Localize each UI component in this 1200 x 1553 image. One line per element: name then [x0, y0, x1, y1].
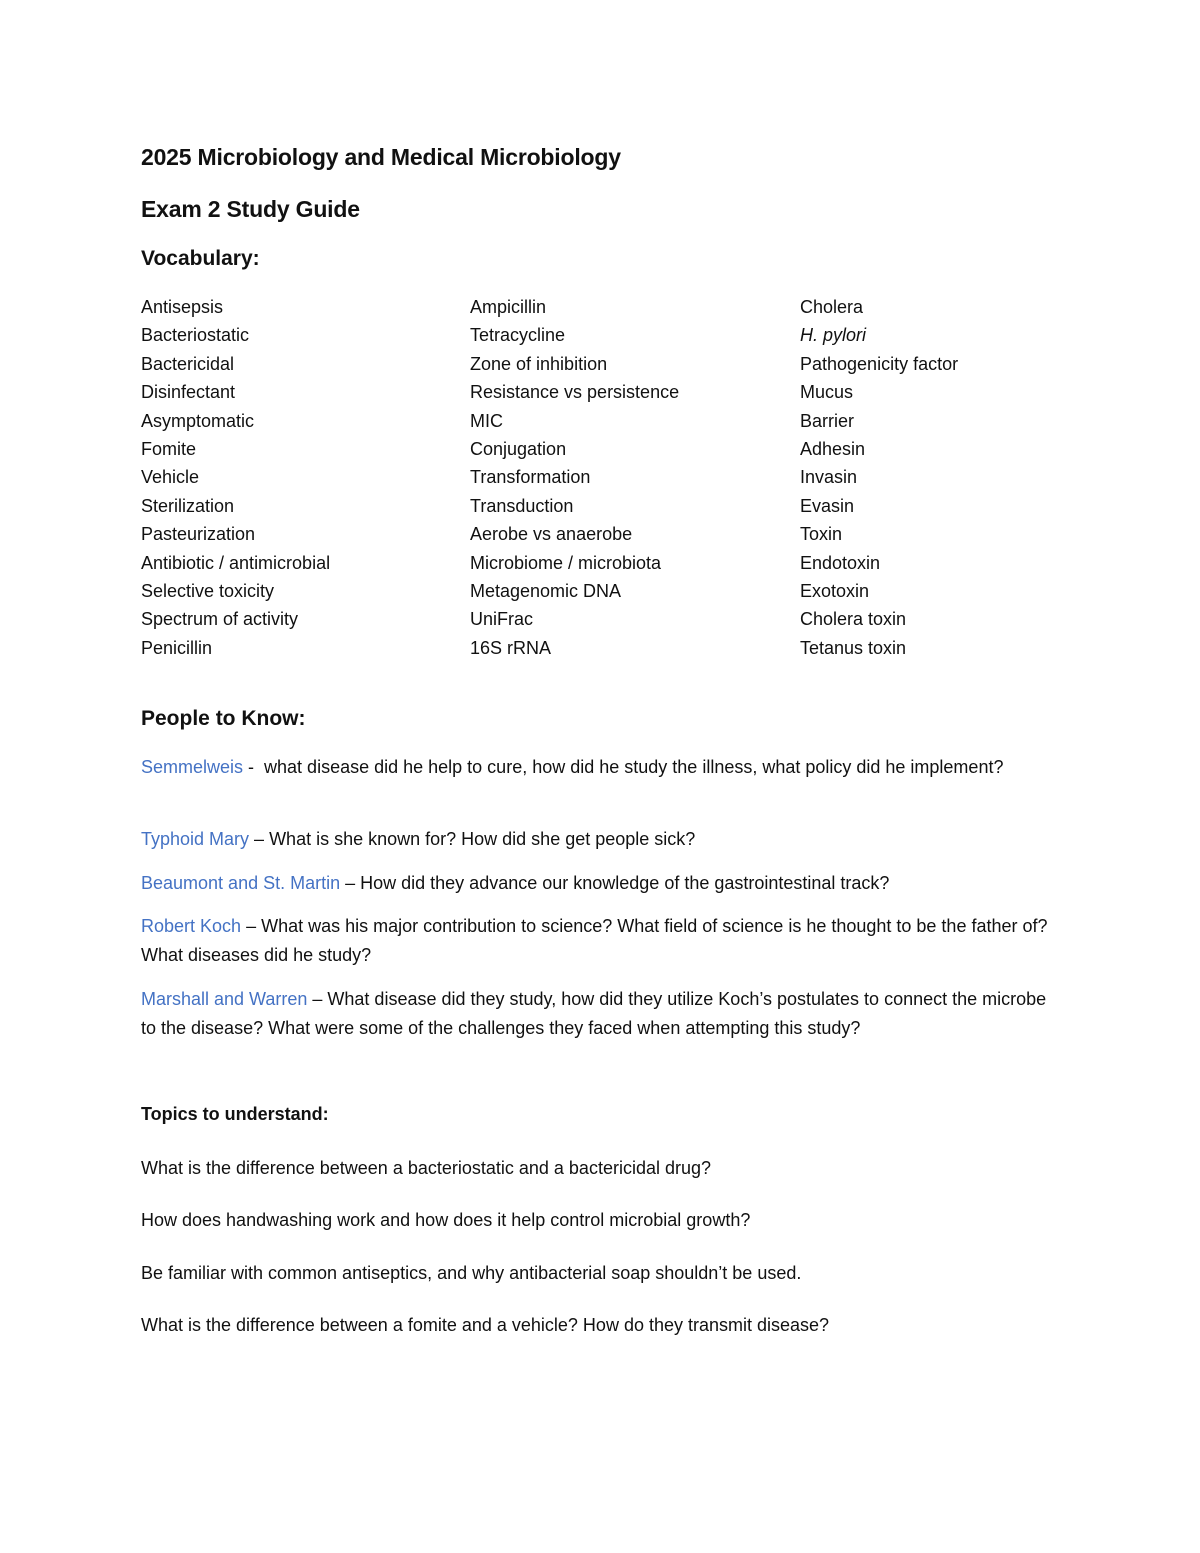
person-entry	[141, 753, 1061, 782]
person-separator: –	[307, 989, 328, 1009]
vocab-term: Transformation	[470, 467, 591, 488]
vocab-term: Sterilization	[141, 495, 235, 516]
vocab-term: 16S rRNA	[470, 637, 552, 658]
person-question: What disease did they study, how did they utilize Koch’s postulates to connect the microbe to the disease? What were some of the challenges they faced when attempting this study?	[141, 989, 1047, 1038]
person-name: Beaumont and St. Martin	[141, 873, 341, 893]
vocab-term: Aerobe vs anaerobe	[470, 524, 633, 545]
vocab-term: Selective toxicity	[141, 580, 275, 601]
vocab-term: Microbiome / microbiota	[470, 552, 662, 573]
topics-heading: Topics to understand:	[141, 1104, 329, 1124]
vocab-term: Evasin	[800, 495, 855, 516]
vocab-term: Ampicillin	[470, 297, 547, 317]
vocab-term: Bactericidal	[141, 353, 235, 374]
vocab-term: Antibiotic / antimicrobial	[141, 552, 331, 573]
vocab-term: Endotoxin	[800, 552, 881, 573]
vocab-term: Toxin	[800, 524, 843, 545]
vocab-term: Disinfectant	[141, 382, 236, 403]
vocabulary-heading: Vocabulary:	[141, 247, 260, 270]
vocab-term: Cholera	[800, 297, 864, 317]
vocab-term: Tetanus toxin	[800, 637, 907, 658]
document-subtitle: Exam 2 Study Guide	[141, 196, 360, 222]
vocab-term: Barrier	[800, 410, 855, 431]
vocab-term: Resistance vs persistence	[470, 382, 680, 403]
vocab-term: Adhesin	[800, 438, 866, 459]
people-heading: People to Know:	[141, 707, 306, 730]
vocab-term: Penicillin	[141, 637, 213, 658]
vocab-term: Invasin	[800, 467, 858, 488]
vocab-term: Cholera toxin	[800, 609, 907, 630]
person-separator: –	[241, 916, 262, 936]
vocab-term: Metagenomic DNA	[470, 580, 622, 601]
vocab-term: Zone of inhibition	[470, 353, 608, 374]
person-separator: -	[243, 757, 265, 777]
person-entry	[141, 912, 1061, 970]
person-entry	[141, 869, 1061, 898]
topic-item: What is the difference between a fomite and a vehicle? How do they transmit disease?	[141, 1315, 830, 1335]
vocab-term: Mucus	[800, 382, 854, 403]
person-question: what disease did he help to cure, how did he study the illness, what policy did he implement?	[264, 757, 1004, 777]
vocab-term: Bacteriostatic	[141, 325, 250, 346]
vocab-term: Transduction	[470, 495, 574, 516]
person-separator: –	[340, 873, 361, 893]
person-name: Marshall and Warren	[141, 989, 308, 1009]
vocab-term: Fomite	[141, 438, 197, 459]
vocab-term: Vehicle	[141, 467, 200, 488]
person-question: What is she known for? How did she get people sick?	[269, 829, 696, 849]
person-entry	[141, 985, 1061, 1043]
vocabulary-column-1	[141, 293, 330, 662]
person-question: What was his major contribution to science? What field of science is he thought to be the father of? What diseases did he study?	[141, 916, 1048, 965]
topic-item: Be familiar with common antiseptics, and why antibacterial soap shouldn’t be used.	[141, 1263, 802, 1283]
vocab-term: Tetracycline	[470, 325, 566, 346]
vocab-term: Spectrum of activity	[141, 609, 299, 630]
vocab-term: H. pylori	[800, 325, 867, 346]
person-name: Robert Koch	[141, 916, 242, 936]
person-question: How did they advance our knowledge of the gastrointestinal track?	[360, 873, 890, 893]
topic-item: How does handwashing work and how does it help control microbial growth?	[141, 1210, 751, 1230]
topic-item: What is the difference between a bacteriostatic and a bactericidal drug?	[141, 1158, 712, 1178]
person-name: Semmelweis	[141, 757, 244, 777]
vocab-term: Asymptomatic	[141, 410, 255, 431]
vocab-term: Pasteurization	[141, 524, 256, 545]
document-title: 2025 Microbiology and Medical Microbiology	[141, 144, 621, 170]
vocab-term: Exotoxin	[800, 580, 870, 601]
vocabulary-column-3	[800, 293, 958, 662]
vocab-term: MIC	[470, 410, 503, 431]
vocab-term: UniFrac	[470, 609, 534, 630]
vocab-term: Antisepsis	[141, 297, 224, 317]
person-entry	[141, 825, 1061, 854]
vocabulary-column-2	[470, 293, 679, 662]
vocab-term: Pathogenicity factor	[800, 353, 959, 374]
vocab-term: Conjugation	[470, 438, 567, 459]
person-separator: –	[249, 829, 270, 849]
person-name: Typhoid Mary	[141, 829, 250, 849]
